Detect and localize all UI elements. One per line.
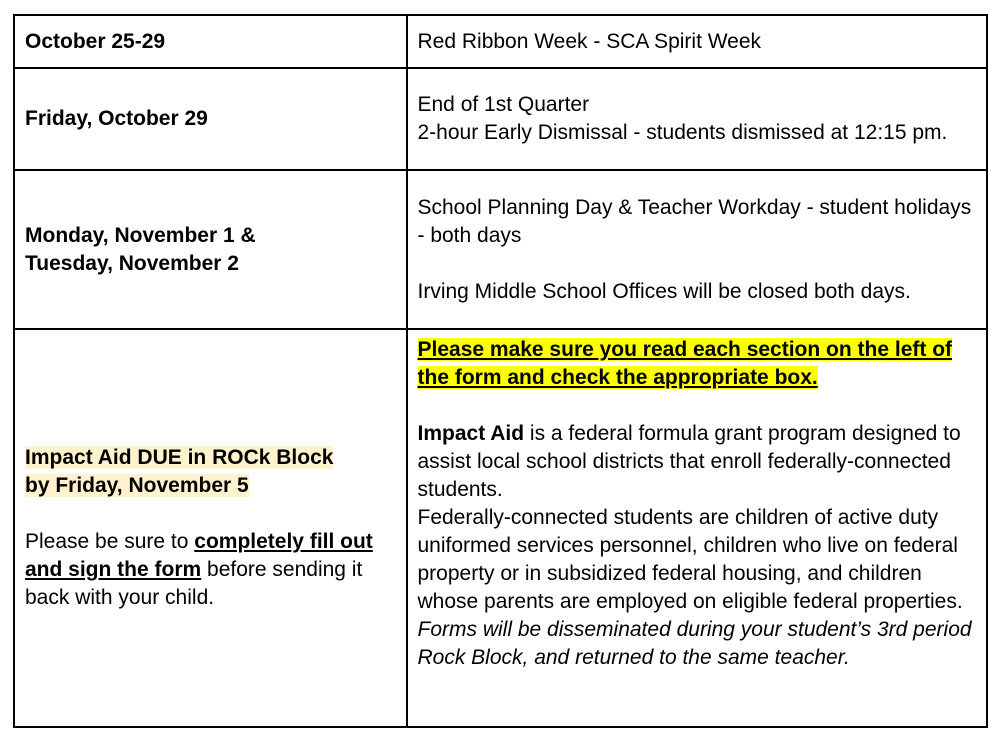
event-cell [407,329,988,727]
date-line: Monday, November 1 & [25,223,256,247]
date-line: Tuesday, November 2 [25,251,239,275]
due-line: by Friday, November 5 [25,474,249,497]
due-line: Impact Aid DUE in ROCk Block [25,446,334,469]
event-paragraph: School Planning Day & Teacher Workday - student holidays - both days [417,195,972,247]
federal-students-description [418,504,977,672]
event-cell [407,68,988,170]
date-cell [14,170,407,329]
table-row [14,329,987,727]
impact-aid-description [418,420,977,504]
event-paragraph: Irving Middle School Offices will be closed both days. [417,279,911,303]
impact-aid-due-heading [25,444,396,500]
event-cell [407,170,988,329]
event-line: End of 1st Quarter [417,93,590,116]
event-line: 2-hour Early Dismissal - students dismissed at 12:15 pm. [417,121,948,144]
note-emphasis: completely fill out and sign the form [25,530,373,581]
instruction-note [25,528,396,612]
date-cell [14,68,407,170]
event-text: Red Ribbon Week - SCA Spirit Week [417,29,762,53]
event-cell [407,15,988,68]
callout-text: Please make sure you read each section on the left of the form and check the appropriate box. [417,338,953,389]
date-cell [14,329,407,727]
impact-aid-term: Impact Aid [417,422,525,445]
note-post: before sending it back with your child. [25,558,363,609]
impact-aid-definition: is a federal formula grant program designed to assist local school districts that enroll federally-connected students. [417,422,961,501]
table-row [14,15,987,68]
schedule-table [13,14,988,728]
note-pre: Please be sure to [25,530,195,553]
date-text: October 25-29 [25,29,166,53]
callout-notice [418,336,977,392]
date-text: Friday, October 29 [25,107,208,130]
forms-note: Forms will be disseminated during your student’s 3rd period Rock Block, and returned to the same teacher. [417,618,972,669]
federal-desc-text: Federally-connected students are children of active duty uniformed services personnel, children who live on federal property or in subsidized federal housing, and children whose parents are employed on eligible federal properties. [417,506,963,613]
table-row [14,68,987,170]
date-cell [14,15,407,68]
table-row [14,170,987,329]
